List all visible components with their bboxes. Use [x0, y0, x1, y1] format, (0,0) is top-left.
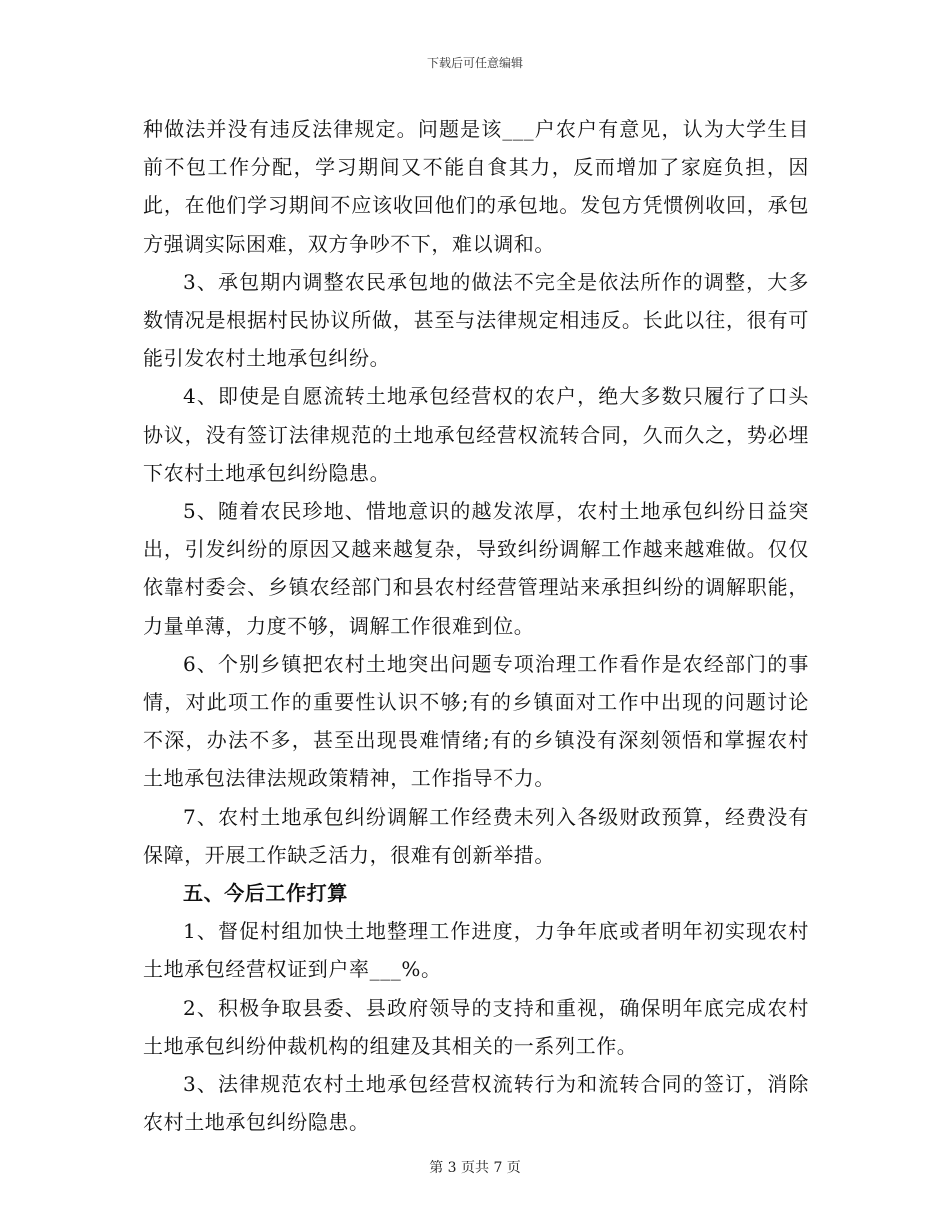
document-body — [143, 110, 809, 1141]
plan-item-1: 1、督促村组加快土地整理工作进度，力争年底或者明年初实现农村土地承包经营权证到户率___%。 — [143, 919, 809, 982]
paragraph-item-4: 4、即使是自愿流转土地承包经营权的农户，绝大多数只履行了口头协议，没有签订法律规范的土地承包经营权流转合同，久而久之，势必埋下农村土地承包纠纷隐患。 — [143, 384, 809, 485]
page-footer: 第 3 页共 7 页 — [429, 1160, 521, 1176]
paragraph-continuation: 种做法并没有违反法律规定。问题是该___户农户有意见，认为大学生目前不包工作分配，学习期间又不能自食其力，反而增加了家庭负担，因此，在他们学习期间不应该收回他们的承包地。发包方凭惯例收回，承包方强调实际困难，双方争吵不下，难以调和。 — [143, 117, 809, 256]
paragraph-item-5: 5、随着农民珍地、惜地意识的越发浓厚，农村土地承包纠纷日益突出，引发纠纷的原因又越来越复杂，导致纠纷调解工作越来越难做。仅仅依靠村委会、乡镇农经部门和县农村经营管理站来承担纠纷的调解职能，力量单薄，力度不够，调解工作很难到位。 — [143, 499, 809, 638]
plan-item-3: 3、法律规范农村土地承包经营权流转行为和流转合同的签订，消除农村土地承包纠纷隐患。 — [143, 1072, 809, 1135]
section-heading: 五、今后工作打算 — [183, 881, 348, 906]
paragraph-item-6: 6、个别乡镇把农村土地突出问题专项治理工作看作是农经部门的事情，对此项工作的重要性认识不够;有的乡镇面对工作中出现的问题讨论不深，办法不多，甚至出现畏难情绪;有的乡镇没有深刻领悟和掌握农村土地承包法律法规政策精神，工作指导不力。 — [143, 651, 809, 791]
page-header: 下载后可任意编辑 — [426, 56, 523, 70]
paragraph-item-7: 7、农村土地承包纠纷调解工作经费未列入各级财政预算，经费没有保障，开展工作缺乏活力，很难有创新举措。 — [143, 804, 809, 867]
plan-item-2: 2、积极争取县委、县政府领导的支持和重视，确保明年底完成农村土地承包纠纷仲裁机构的组建及其相关的一系列工作。 — [143, 995, 809, 1058]
paragraph-item-3: 3、承包期内调整农民承包地的做法不完全是依法所作的调整，大多数情况是根据村民协议所做，甚至与法律规定相违反。长此以往，很有可能引发农村土地承包纠纷。 — [143, 269, 809, 371]
